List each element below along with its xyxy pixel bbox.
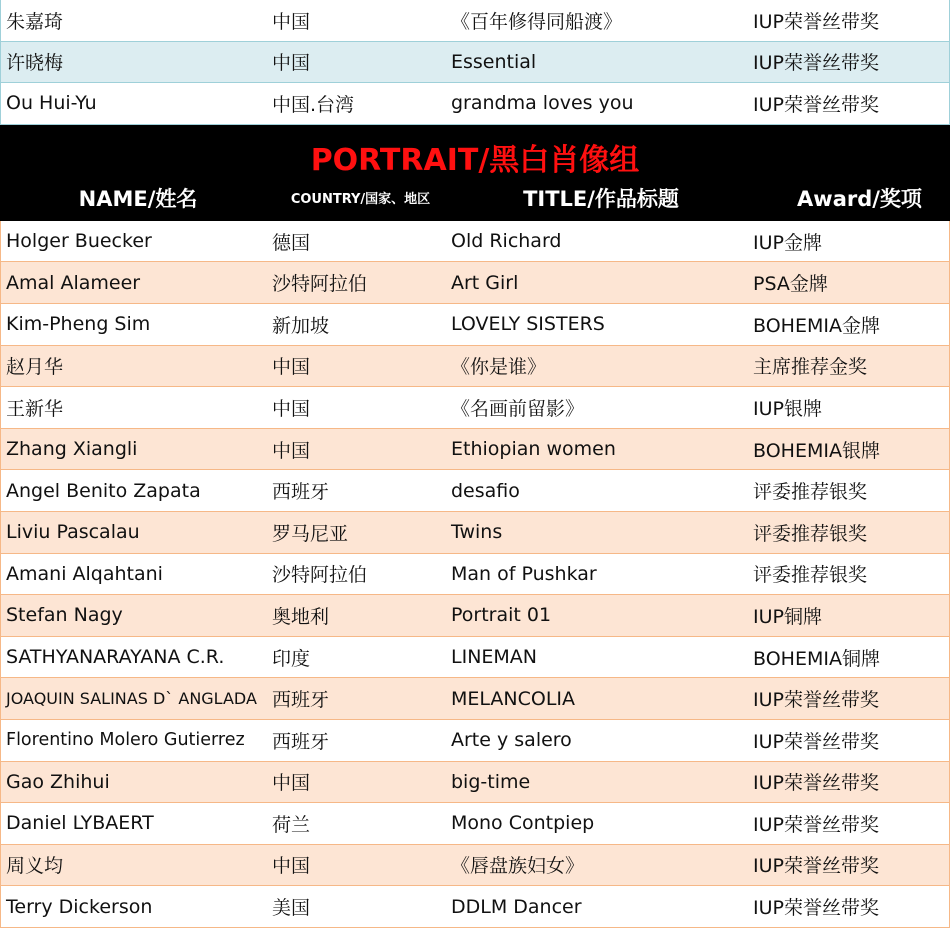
country-cell: 中国 [272, 855, 311, 878]
award-cell: 评委推荐银奖 [753, 522, 868, 545]
title-cell: LINEMAN [451, 646, 538, 669]
title-cell: Art Girl [451, 271, 519, 294]
table-row [0, 42, 950, 84]
table-row [0, 720, 950, 762]
name-cell: Stefan Nagy [6, 604, 123, 627]
country-cell: 奥地利 [272, 605, 330, 628]
title-cell: Man of Pushkar [451, 562, 597, 585]
table-row [0, 470, 950, 512]
name-cell: Angel Benito Zapata [6, 479, 201, 502]
award-cell: IUP荣誉丝带奖 [753, 772, 879, 795]
country-cell: 中国 [272, 397, 311, 420]
award-cell: BOHEMIA铜牌 [753, 647, 880, 670]
table-row [0, 83, 950, 125]
title-cell: 《百年修得同船渡》 [451, 10, 623, 33]
title-cell: 《唇盘族妇女》 [451, 855, 585, 878]
country-cell: 新加坡 [272, 314, 330, 337]
award-cell: IUP荣誉丝带奖 [753, 897, 879, 920]
table-row [0, 886, 950, 928]
table-row [0, 304, 950, 346]
country-cell: 沙特阿拉伯 [272, 273, 368, 296]
name-cell: Ou Hui-Yu [6, 92, 97, 115]
section-header [0, 125, 950, 221]
award-cell: IUP荣誉丝带奖 [753, 10, 879, 33]
title-cell: DDLM Dancer [451, 895, 582, 918]
title-cell: grandma loves you [451, 92, 634, 115]
table-row [0, 678, 950, 720]
country-cell: 美国 [272, 897, 311, 920]
column-headers [0, 183, 950, 213]
country-cell: 中国 [272, 772, 311, 795]
country-cell: 中国.台湾 [272, 93, 355, 116]
title-cell: Portrait 01 [451, 604, 552, 627]
table-row [0, 221, 950, 263]
title-cell: Twins [451, 521, 503, 544]
name-cell: Terry Dickerson [6, 895, 153, 918]
country-cell: 德国 [272, 231, 311, 254]
country-cell: 西班牙 [272, 481, 330, 504]
country-cell: 罗马尼亚 [272, 522, 349, 545]
award-cell: IUP金牌 [753, 231, 822, 254]
country-cell: 西班牙 [272, 689, 330, 712]
name-cell: Daniel LYBAERT [6, 812, 154, 835]
country-cell: 中国 [272, 356, 311, 379]
title-cell: Old Richard [451, 230, 562, 253]
award-cell: PSA金牌 [753, 273, 828, 296]
title-cell: Ethiopian women [451, 438, 616, 461]
table-row [0, 346, 950, 388]
table-row [0, 803, 950, 845]
name-cell: SATHYANARAYANA C.R. [6, 646, 225, 669]
award-cell: IUP铜牌 [753, 605, 822, 628]
title-cell: desafio [451, 479, 520, 502]
header-award: Award/奖项 [797, 186, 922, 211]
country-cell: 印度 [272, 647, 311, 670]
table-row [0, 429, 950, 471]
table-row [0, 762, 950, 804]
country-cell: 中国 [272, 439, 311, 462]
title-cell: Arte y salero [451, 729, 572, 752]
country-cell: 荷兰 [272, 813, 311, 836]
name-cell: Liviu Pascalau [6, 521, 140, 544]
award-cell: IUP荣誉丝带奖 [753, 52, 879, 75]
award-cell: IUP荣誉丝带奖 [753, 813, 879, 836]
country-cell: 中国 [272, 10, 311, 33]
table-row [0, 554, 950, 596]
title-cell: Mono Contpiep [451, 812, 595, 835]
header-title: TITLE/作品标题 [523, 186, 679, 211]
table-row [0, 262, 950, 304]
header-country: COUNTRY/国家、地区 [290, 192, 431, 208]
name-cell: Holger Buecker [6, 230, 152, 253]
name-cell: Amani Alqahtani [6, 562, 163, 585]
table-row [0, 595, 950, 637]
name-cell: 周义均 [6, 855, 64, 878]
award-cell: IUP银牌 [753, 397, 822, 420]
title-cell: LOVELY SISTERS [451, 313, 605, 336]
table-row [0, 845, 950, 887]
table-row [0, 512, 950, 554]
title-cell: big-time [451, 770, 531, 793]
name-cell: 王新华 [6, 397, 64, 420]
name-cell: Kim-Pheng Sim [6, 313, 151, 336]
name-cell: 朱嘉琦 [6, 10, 64, 33]
section-title: PORTRAIT/黑白肖像组 [310, 142, 640, 178]
name-cell: Amal Alameer [6, 271, 141, 294]
title-cell: 《名画前留影》 [451, 397, 585, 420]
award-cell: IUP荣誉丝带奖 [753, 93, 879, 116]
award-cell: BOHEMIA金牌 [753, 314, 880, 337]
name-cell: Gao Zhihui [6, 770, 110, 793]
title-cell: Essential [451, 50, 537, 73]
award-cell: BOHEMIA银牌 [753, 439, 880, 462]
name-cell: 赵月华 [6, 356, 64, 379]
country-cell: 沙特阿拉伯 [272, 564, 368, 587]
name-cell: JOAQUIN SALINAS D` ANGLADA [6, 689, 257, 709]
award-cell: IUP荣誉丝带奖 [753, 689, 879, 712]
name-cell: 许晓梅 [6, 52, 64, 75]
award-cell: IUP荣誉丝带奖 [753, 855, 879, 878]
award-cell: 主席推荐金奖 [753, 356, 868, 379]
table-row [0, 0, 950, 42]
award-cell: 评委推荐银奖 [753, 564, 868, 587]
country-cell: 中国 [272, 52, 311, 75]
name-cell: Zhang Xiangli [6, 438, 138, 461]
name-cell: Florentino Molero Gutierrez [6, 730, 245, 751]
title-cell: 《你是谁》 [451, 356, 547, 379]
award-cell: IUP荣誉丝带奖 [753, 730, 879, 753]
table-row [0, 387, 950, 429]
country-cell: 西班牙 [272, 730, 330, 753]
award-cell: 评委推荐银奖 [753, 481, 868, 504]
table-row [0, 637, 950, 679]
header-name: NAME/姓名 [78, 186, 198, 211]
title-cell: MELANCOLIA [451, 687, 576, 710]
